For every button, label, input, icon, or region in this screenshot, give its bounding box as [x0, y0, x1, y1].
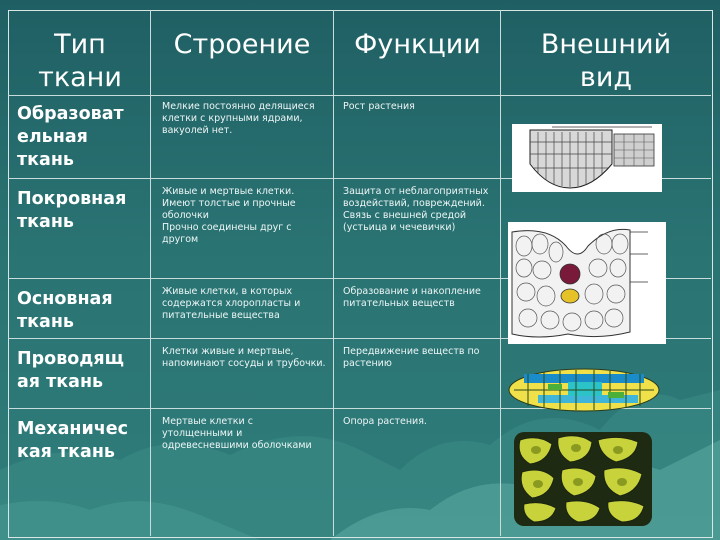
- tissue-structure-text: Живые и мертвые клетки. Имеют толстые и прочные оболочки Прочно соединены друг с другом: [162, 186, 296, 245]
- tissue-name: Механичес кая ткань: [17, 419, 128, 462]
- mechanical-tissue-drawing: [508, 428, 658, 530]
- tissue-function-text: Рост растения: [343, 101, 415, 112]
- epidermis-stoma-drawing: [508, 222, 666, 344]
- tissue-structure-text: Мелкие постоянно делящиеся клетки с крупными ядрами, вакуолей нет.: [162, 101, 315, 136]
- tissue-function-text: Образование и накопление питательных веществ: [343, 286, 481, 309]
- tissue-name: Проводящ ая ткань: [17, 349, 125, 392]
- tissue-name: Основная ткань: [17, 289, 113, 332]
- header-tissue-type: Тип ткани: [38, 29, 122, 93]
- column-divider: [500, 10, 501, 536]
- tissue-name: Образоват ельная ткань: [17, 104, 124, 170]
- header-structure: Строение: [173, 29, 311, 60]
- tissue-name: Покровная ткань: [17, 189, 127, 232]
- tissue-structure-text: Живые клетки, в которых содержатся хлоропласты и питательные вещества: [162, 286, 301, 321]
- tissue-structure-text: Мертвые клетки с утолщенными и одревесневшими оболочками: [162, 416, 312, 451]
- header-appearance: Внешний вид: [540, 29, 672, 93]
- meristem-tissue-drawing: [512, 124, 662, 192]
- row-divider: [8, 95, 711, 96]
- tissue-function-text: Опора растения.: [343, 416, 427, 427]
- tissue-structure-text: Клетки живые и мертвые, напоминают сосуды и трубочки.: [162, 346, 326, 369]
- tissue-function-text: Защита от неблагоприятных воздействий, повреждений. Связь с внешней средой (устьица и чечевички): [343, 186, 489, 233]
- column-divider: [333, 10, 334, 536]
- tissue-function-text: Передвижение веществ по растению: [343, 346, 480, 369]
- header-functions: Функции: [354, 29, 481, 60]
- conducting-tissue-drawing: [508, 368, 660, 412]
